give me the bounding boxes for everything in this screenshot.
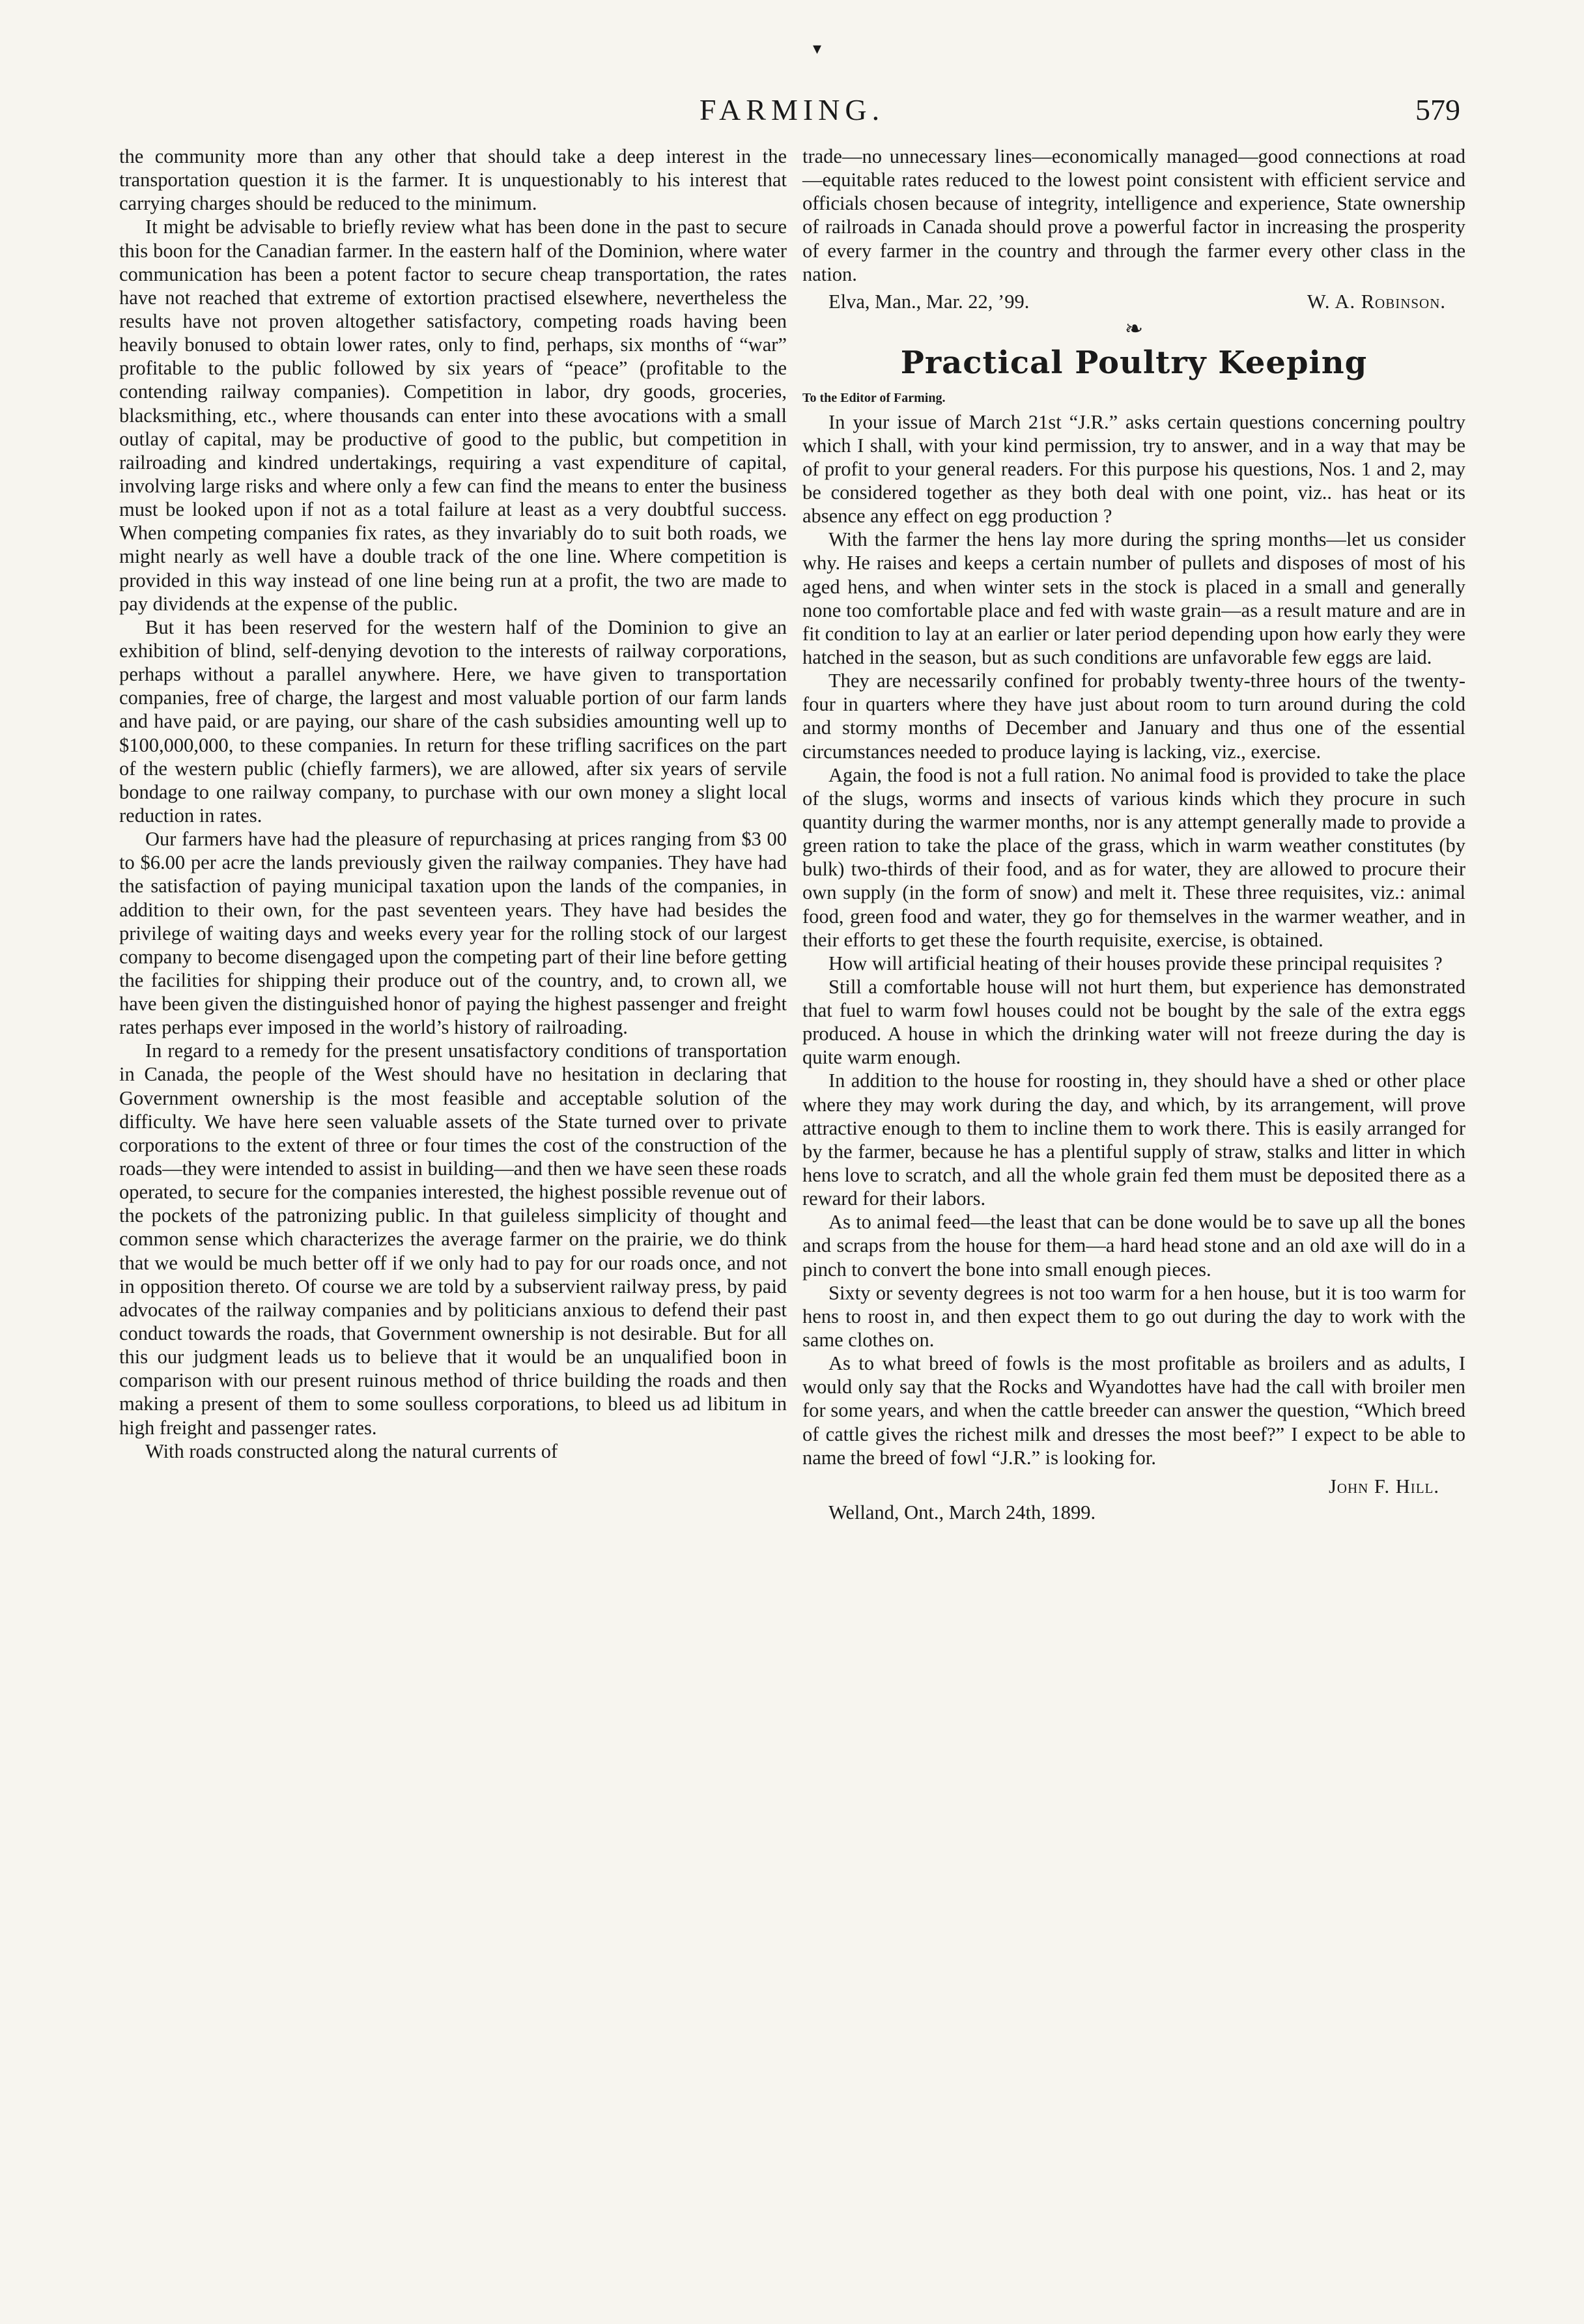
page-number: 579	[1415, 93, 1460, 126]
paragraph: With roads constructed along the natural currents of	[145, 1439, 558, 1462]
to-editor-line: To the Editor of Farming.	[802, 390, 946, 405]
closing-dateline: Welland, Ont., March 24th, 1899.	[828, 1501, 1096, 1524]
print-speck: ▾	[813, 39, 822, 58]
paragraph: Sixty or seventy degrees is not too warm for a hen house, but it is too warm for hens to roost in, and then expect them to go out during the day to work with the same clothes on.	[802, 1281, 1465, 1352]
paragraph: As to animal feed—the least that can be done would be to save up all the bones and scraps from the house for them—a hard head stone and an old axe will do in a pinch to convert the bone into small enough pieces.	[802, 1211, 1465, 1281]
running-title: FARMING.	[699, 93, 885, 126]
letter-author: W. A. Robinson.	[1307, 290, 1446, 313]
right-column	[802, 145, 1465, 1524]
continuation-paragraph: trade—no unnecessary lines—economically managed—good connections at road—equitable rates reduced to the lowest point consistent with efficient service and officials chosen because of integrity, intelligence and experience, State ownership of railroads in Canada should prove a powerful factor in increasing the prosperity of every farmer in the country and through the farmer every other class in the nation.	[802, 145, 1465, 285]
left-column	[119, 145, 787, 1463]
paragraph: Still a comfortable house will not hurt them, but experience has demonstrated that fuel to warm fowl houses could not be bought by the sale of the extra eggs produced. A house in which the drinking water will not freeze during the day is quite warm enough.	[802, 975, 1465, 1069]
letter-dateline: Elva, Man., Mar. 22, ’99.	[828, 290, 1030, 313]
page-header	[117, 90, 1467, 135]
paragraph: But it has been reserved for the western half of the Dominion to give an exhibition of blind, self-denying devotion to the interests of railway corporations, perhaps without a parallel anywhere. Here, we have given to transportation companies, free of charge, the largest and most valuable portion of our farm lands and have paid, or are paying, our share of the cash subsidies amounting well up to $100,000,000, to these companies. In return for these trifling sacrifices on the part of the western public (chiefly farmers), we are allowed, after six years of servile bondage to one railway company, to purchase with our own money a slight local reduction in rates.	[119, 616, 787, 827]
paragraph: They are necessarily confined for probably twenty-three hours of the twenty-four in quarters where they have just about room to turn around during the cold and stormy months of December and January and thus one of the essential circumstances needed to produce laying is lacking, viz., exercise.	[802, 670, 1465, 763]
paragraph: the community more than any other that should take a deep interest in the transportation question it is the farmer. It is unquestionably to his interest that carrying charges should be reduced to the minimum.	[119, 145, 787, 215]
paragraph: Again, the food is not a full ration. No animal food is provided to take the place of the slugs, worms and insects of various kinds which they procure in such quantity during the warmer months, nor is any attempt generally made to provide a green ration to take the place of the grass, which in warm weather constitutes (by bulk) two-thirds of their food, and as for water, they are allowed to procure their own supply (in the form of snow) and melt it. These three requisites, viz.: animal food, green food and water, they go for themselves in the warmer weather, and in their efforts to get these the fourth requisite, exercise, is obtained.	[802, 763, 1465, 951]
paragraph: As to what breed of fowls is the most profitable as broilers and as adults, I would only say that the Rocks and Wyandottes have had the call with broiler men for some years, and when the cattle breeder can answer the question, “Which breed of cattle gives the richest milk and dresses the most beef?” I expect to be able to name the breed of fowl “J.R.” is looking for.	[802, 1352, 1465, 1469]
paragraph: In regard to a remedy for the present unsatisfactory conditions of transportation in Canada, the people of the West should have no hesitation in declaring that Government ownership is the most feasible and acceptable solution of the difficulty. We have here seen valuable assets of the State turned over to private corporations to the extent of three or four times the cost of the construction of the roads—they were intended to assist in building—and then we have seen these roads operated, to secure for the companies interested, the highest possible revenue out of the pockets of the patronizing public. In that guileless simplicity of thought and common sense which characterizes the average farmer on the prairie, we do think that we would be much better off if we only had to pay for our roads once, and not in opposition thereto. Of course we are told by a subservient railway press, by paid advocates of the railway companies and by politicians anxious to defend their past conduct towards the roads, that Government ownership is not desirable. But for all this our judgment leads us to believe that it would be an unqualified boon in comparison with our present ruinous method of thrice building the roads and then making a present of them to some soulless corporations, to bleed us ad libitum in high freight and passenger rates.	[119, 1040, 787, 1439]
article-signature: John F. Hill.	[1328, 1475, 1439, 1497]
ornament-icon: ❧	[1124, 317, 1144, 341]
paragraph: It might be advisable to briefly review what has been done in the past to secure this boon for the Canadian farmer. In the eastern half of the Dominion, where water communication has been a potent factor to secure cheap transportation, the rates have not reached that extreme of extortion practised elsewhere, nevertheless the results have not proven altogether satisfactory, competing roads having been heavily bonused to obtain lower rates, only to find, perhaps, six months of “war” profitable to the public followed by six years of “peace” (profitable to the contending railway companies). Competition in labor, dry goods, groceries, blacksmithing, etc., where thousands can enter into these avocations with a small outlay of capital, may be productive of good to the public, but competition in railroading and kindred undertakings, requiring a vast expenditure of capital, involving large risks and where only a few can find the means to enter the business must be looked upon if not as a total failure at least as a very doubtful success. When competing companies fix rates, as they invariably do to suit both roads, we might nearly as well have a double track of the one line. Where competition is provided in this way instead of one line being run at a profit, the two are made to pay dividends at the expense of the public.	[119, 216, 787, 615]
paragraph: With the farmer the hens lay more during the spring months—let us consider why. He raises and keeps a certain number of pullets and disposes of most of his aged hens, and when winter sets in the stock is placed in a small and generally none too comfortable place and fed with waste grain—as a result mature and are in fit condition to lay at an earlier or later period depending upon how early they were hatched in the season, but as such conditions are unfavorable few eggs are laid.	[802, 528, 1465, 668]
paragraph: Our farmers have had the pleasure of repurchasing at prices ranging from $3 00 to $6.00 per acre the lands previously given the railway companies. They have had the satisfaction of paying municipal taxation upon the lands of the companies, in addition to their own, for the past seventeen years. They have had besides the privilege of waiting days and weeks every year for the rolling stock of our largest company to become disengaged upon the competing part of their line before getting the facilities for shipping their produce out of the country, and, to crown all, we have been given the distinguished honor of paying the highest passenger and freight rates perhaps ever imposed in the world’s history of railroading.	[119, 828, 787, 1039]
article-title: Practical Poultry Keeping	[900, 344, 1368, 381]
paragraph: How will artificial heating of their houses provide these principal requisites ?	[828, 952, 1443, 974]
paragraph: In your issue of March 21st “J.R.” asks certain questions concerning poultry which I shall, with your kind permission, try to answer, and in a way that may be of profit to your general readers. For this purpose his questions, Nos. 1 and 2, may be considered together as they both deal with one point, viz.. has heat or its absence any effect on egg production ?	[802, 410, 1465, 528]
letter-signoff	[802, 290, 1465, 313]
paragraph: In addition to the house for roosting in, they should have a shed or other place where they may work during the day, and which, by its arrangement, will prove attractive enough to them to incline them to work there. This is easily arranged for by the farmer, because he has a plentiful supply of straw, stalks and litter in which hens love to scratch, and all the whole grain fed them must be deposited there as a reward for their labors.	[802, 1070, 1465, 1210]
